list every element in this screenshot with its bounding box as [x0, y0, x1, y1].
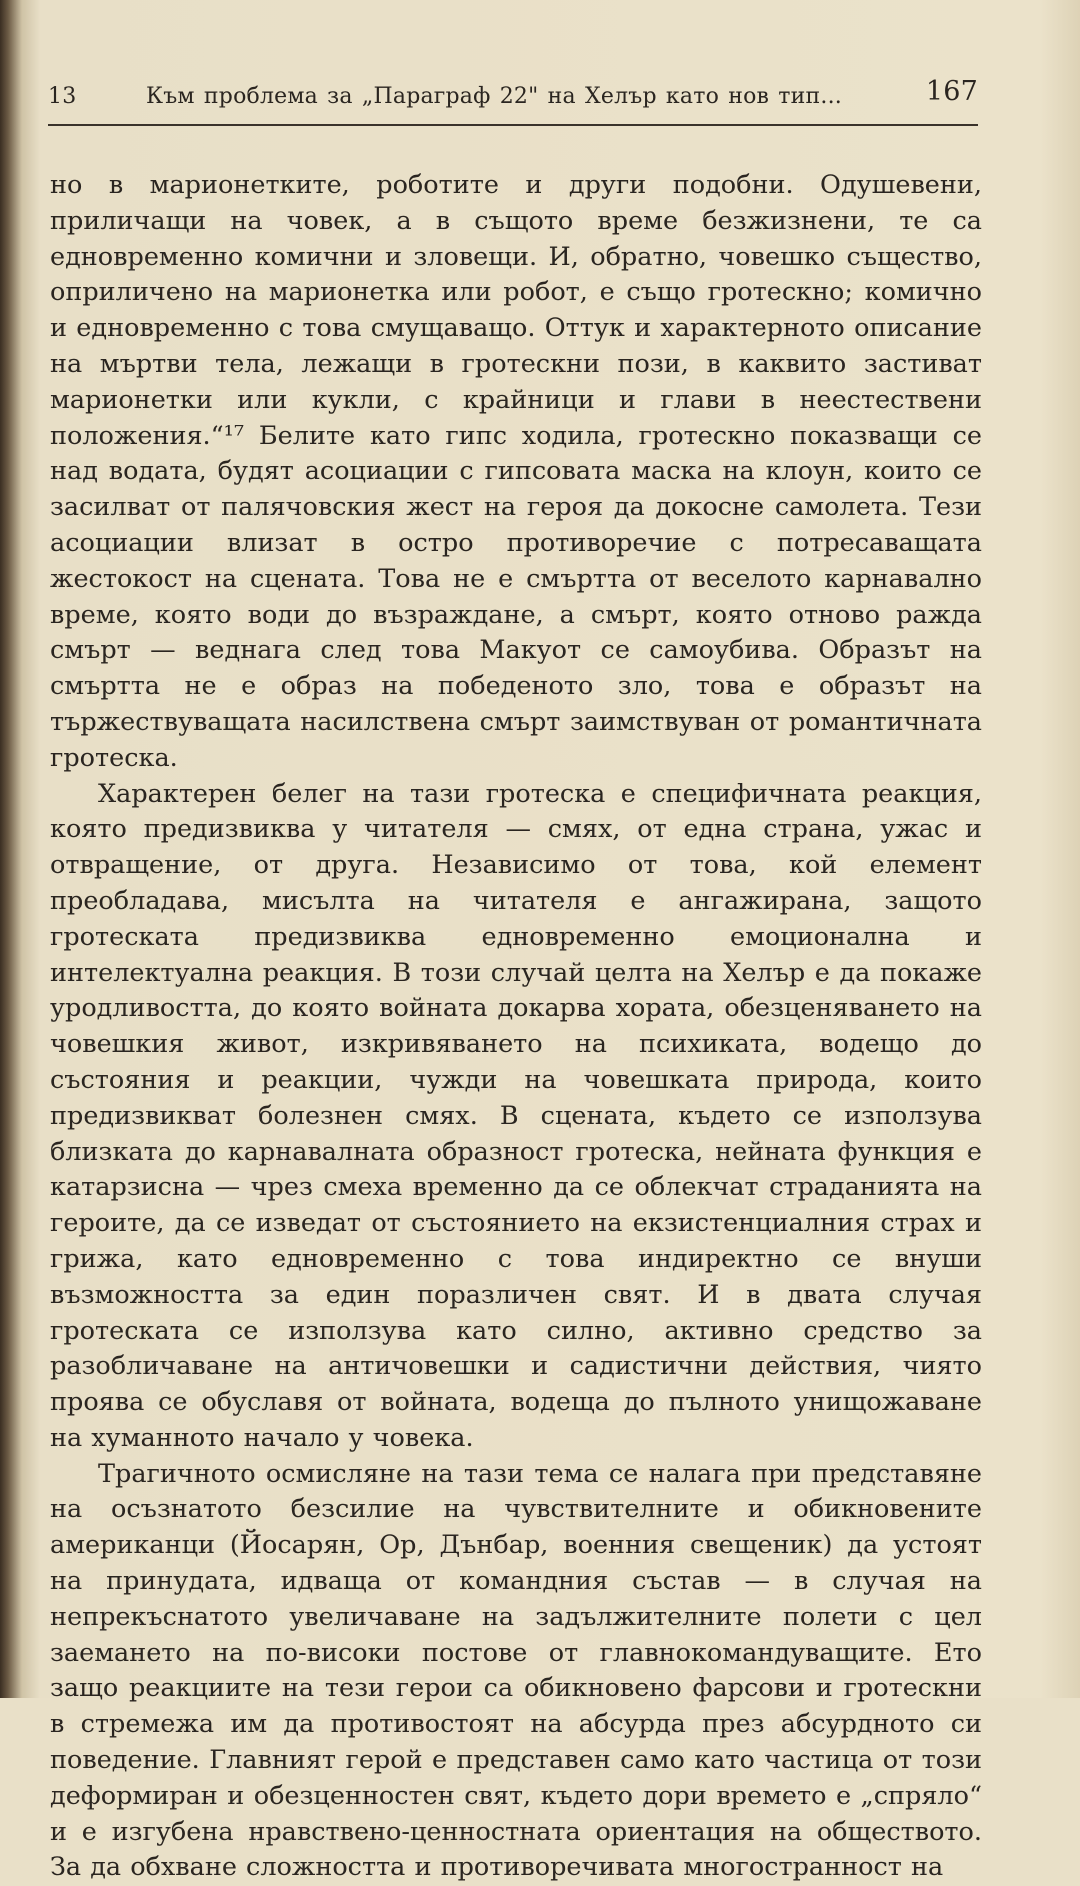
- body-text: [50, 168, 982, 1886]
- header-rule: [48, 124, 978, 126]
- running-header: [48, 72, 978, 112]
- chapter-number: 13: [48, 84, 77, 109]
- paragraph: Трагичното осмисляне на тази тема се налага при представяне на осъзнатото безсилие на чувствителните и обикновените американци (Йосарян, Ор, Дънбар, военния свещеник) да устоят на принудата, идваща от командния състав — в случая на непрекъснатото увеличаване на задължителните полети с цел заемането на по-високи постове от главнокомандуващите. Ето защо реакциите на тези герои са обикновено фарсови и гротескни в стремежа им да противостоят на абсурда през абсурдното си поведение. Главният герой е представен само като частица от този деформиран и обезценностен свят, където дори времето е „спряло“ и е изгубена нравствено-ценностната ориентация на обществото. За да обхване сложността и противоречивата многостранност на: [50, 1458, 982, 1883]
- paragraph: но в марионетките, роботите и други подобни. Одушевени, приличащи на човек, а в същото време безжизнени, те са едновременно комични и зловещи. И, обратно, човешко същество, оприличено на марионетка или робот, е също гротескно; комично и едновременно с това смущаващо. Оттук и характерното описание на мъртви тела, лежащи в гротескни пози, в каквито застиват марионетки или кукли, с крайници и глави в неестествени положения.“¹⁷ Белите като гипс ходила, гротескно показващи се над водата, будят асоциации с гипсовата маска на клоун, които се засилват от палячовския жест на героя да докосне самолета. Тези асоциации влизат в остро противоречие с потресаващата жестокост на сцената. Това не е смъртта от веселото карнавално време, която води до възраждане, а смърт, която отново ражда смърт — веднага след това Макуот се самоубива. Образът на смъртта не е образ на победеното зло, това е образът на тържествуващата насилствена смърт заимствуван от романтичната гротеска.: [50, 170, 982, 773]
- paragraph: Характерен белег на тази гротеска е специфичната реакция, която предизвиква у читателя — смях, от една страна, ужас и отвращение, от друга. Независимо от това, кой елемент преобладава, мисълта на читателя е ангажирана, защото гротеската предизвиква едновременно емоционална и интелектуална реакция. В този случай целта на Хелър е да покаже уродливостта, до която войната докарва хората, обезценяването на човешкия живот, изкривяването на психиката, водещо до състояния и реакции, чужди на човешката природа, които предизвикват болезнен смях. В сцената, където се използува близката до карнавалната образност гротеска, нейната функция е катарзисна — чрез смеха временно да се облекчат страданията на героите, да се изведат от състоянието на екзистенциалния страх и грижа, като едновременно с това индиректно се внуши възможността за един поразличен свят. И в двата случая гротеската се използува като силно, активно средство за разобличаване на античовешки и садистични действия, чиято проява се обуславя от войната, водеща до пълното унищожаване на хуманното начало у човека.: [50, 778, 982, 1453]
- running-title: Към проблема за „Параграф 22" на Хелър като нов тип...: [146, 84, 842, 109]
- page-number: 167: [925, 76, 978, 107]
